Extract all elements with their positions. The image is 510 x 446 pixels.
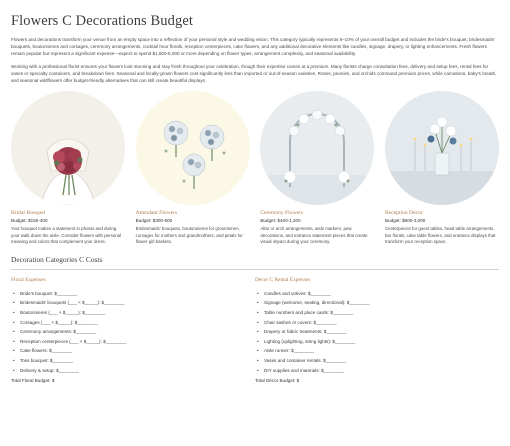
page-title: Flowers C Decorations Budget [11,13,194,29]
card-ceremony-flowers [260,210,374,246]
card-budget: Budget: $300-800 [135,218,173,223]
list-item: • Corsages (___ × $_____): $________ [11,318,255,328]
floral-expenses-title: Floral Expenses [11,276,46,283]
category-cards [11,210,499,246]
decor-rental-title: Décor C Rental Expenses [255,276,311,283]
list-item: • Vases and container rentals: $________ [255,356,499,366]
list-item: • Signage (welcome, seating, directional): $________ [255,298,499,308]
card-title: Bridal Bouquet [11,210,46,216]
categories-section-title: Decoration Categories C Costs [11,254,103,264]
card-description: Bridesmaids' bouquets, boutonnieres for groomsmen, corsages for mothers and grandmothers, and petals for flower girl baskets. [135,226,243,245]
list-item: • Lighting (uplighting, string lights): $________ [255,337,499,347]
expense-columns [11,277,499,383]
list-item: • Reception centerpieces (___ × $_____): $________ [11,337,255,347]
illustration-row [11,91,499,205]
card-budget: Budget: $150-400 [11,218,48,223]
card-title: Ceremony Flowers [260,210,304,216]
list-item: • Delivery & setup: $________ [11,366,255,376]
card-title: Reception Décor [384,210,423,216]
card-attendant-flowers [136,210,250,246]
reception-centerpiece-illustration [385,91,499,205]
card-description: Altar or arch arrangements, aisle markers, pew decorations, and entrance statement pieces that create visual impact during your ceremony. [260,226,368,245]
card-budget: Budget: $600-3,000 [384,218,426,223]
card-description: Your bouquet makes a statement in photos and during your walk down the aisle. Consider flowers with personal meaning and colors that complement your dress. [11,226,122,245]
list-item: • Table numbers and place cards: $________ [255,308,499,318]
list-item: • Toss bouquet: $________ [11,356,255,366]
list-item: • Cake flowers: $________ [11,346,255,356]
list-item: • Chair sashes or covers: $________ [255,318,499,328]
section-divider [11,269,499,270]
card-reception-decor [385,210,499,246]
decor-total: Total Décor Budget: $ [255,378,300,384]
decor-rental-column [255,277,499,383]
list-item: • Aisle runner: $________ [255,346,499,356]
card-bridal-bouquet [11,210,125,246]
list-item: • Ceremony arrangements: $________ [11,327,255,337]
list-item: • Boutonnieres (___ × $_____): $________ [11,308,255,318]
intro-paragraph-2: Working with a professional florist ensures your flowers look stunning and stay fresh throughout your celebration, though their expertise comes at a premium. Many florists charge consultation fees, delivery and setup fees, rental fees for vases or specialty containers, and breakdown fees. Seasonal and locally-grown flowers cost significantly less than imported or out-of-season varieties. Roses, peonies, and orchids command premium prices, while carnations, baby's breath, and seasonal wildflowers offer budget-friendly alternatives that can still create beautiful displays. [11,64,497,83]
floral-total: Total Floral Budget: $ [11,378,55,384]
bridal-bouquet-illustration [11,91,125,205]
list-item: • Bridesmaids' bouquets (___ × $_____): $________ [11,298,255,308]
list-item: • Drapery or fabric treatments: $________ [255,327,499,337]
list-item: • Bride's bouquet: $________ [11,289,255,299]
list-item: • Candles and votives: $________ [255,289,499,299]
ceremony-arch-illustration [260,91,374,205]
list-item: • DIY supplies and materials: $________ [255,366,499,376]
attendant-flowers-illustration [136,91,250,205]
floral-expenses-column [11,277,255,383]
card-budget: Budget: $400-1,200 [260,218,301,223]
card-description: Centerpieces for guest tables, head table arrangements, bar florals, cake table flowers, and entrance displays that transform your reception space. [384,226,496,245]
card-title: Attendant Flowers [135,210,178,216]
intro-paragraph-1: Flowers and decorations transform your venue from an empty space into a reflection of your personal style and wedding vision. This category typically represents 8–10% of your overall budget and includes the bride's bouquet, bridesmaids' bouquets, boutonnieres and corsages, ceremony arrangements, cocktail hour florals, reception centerpieces, cake flowers, and any additional decorative elements like candles, signage, drapery, or lighting enhancements. Fresh flowers remain popular but represent a significant expense—expect to spend $1,500-5,000 or more depending on flower types, arrangement complexity, and seasonal availability. [11,37,495,56]
